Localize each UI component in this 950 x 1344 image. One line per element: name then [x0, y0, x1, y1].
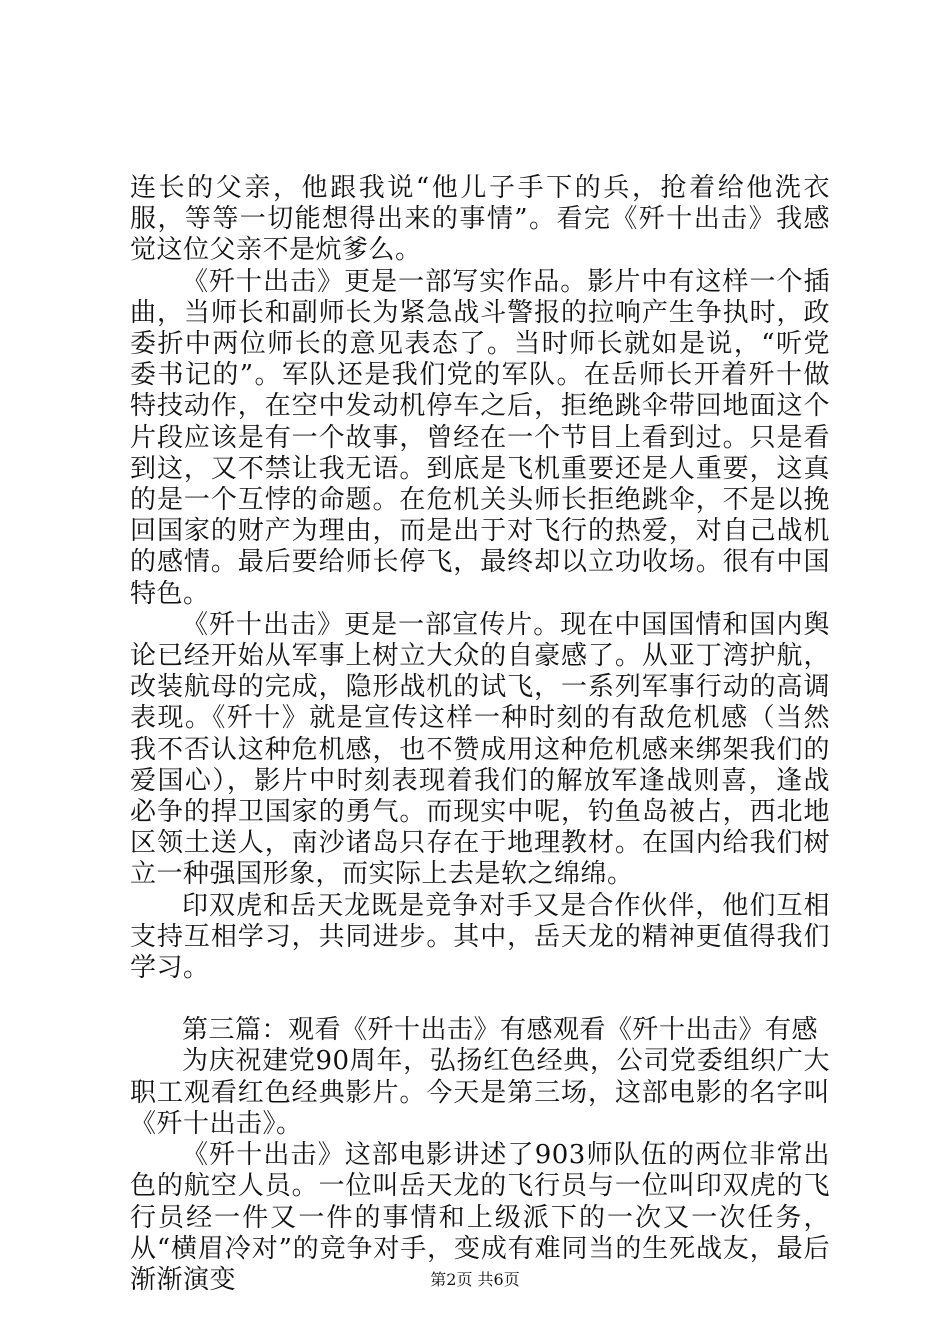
paragraph: 连长的父亲，他跟我说“他儿子手下的兵，抢着给他洗衣服，等等一切能想得出来的事情”。看完《歼十出击》我感觉这位父亲不是炕爹么。 [130, 173, 830, 266]
page-footer: 第2页 共6页 [430, 1270, 520, 1289]
paragraph: 《歼十出击》更是一部宣传片。现在中国国情和国内舆论已经开始从军事上树立大众的自豪感了。从亚丁湾护航，改装航母的完成，隐形战机的试飞，一系列军事行动的高调表现。《歼十》就是宣传这样一种时刻的有敌危机感（当然我不否认这种危机感，也不赞成用这种危机感来绑架我们的爱国心），影片中时刻表现着我们的解放军逢战则喜，逢战必争的捍卫国家的勇气。而现实中呢，钓鱼岛被占，西北地区领土送人，南沙诸岛只存在于地理教材。在国内给我们树立一种强国形象，而实际上去是软之绵绵。 [130, 609, 830, 890]
paragraph: 《歼十出击》这部电影讲述了903师队伍的两位非常出色的航空人员。一位叫岳天龙的飞行员与一位叫印双虎的飞行员经一件又一件的事情和上级派下的一次又一次任务，从“横眉冷对”的竞争对手，变成有难同当的生死战友，最后渐渐演变 [130, 1140, 830, 1295]
paragraph: 为庆祝建党90周年，弘扬红色经典，公司党委组织广大职工观看红色经典影片。今天是第三场，这部电影的名字叫《歼十出击》。 [130, 1046, 830, 1139]
section-three [130, 1046, 830, 1296]
section-two-continued [130, 173, 830, 984]
document-body [130, 173, 830, 1296]
section-spacer [130, 984, 830, 1015]
paragraph: 《歼十出击》更是一部写实作品。影片中有这样一个插曲，当师长和副师长为紧急战斗警报的拉响产生争执时，政委折中两位师长的意见表态了。当时师长就如是说，“听党委书记的”。军队还是我们党的军队。在岳师长开着歼十做特技动作，在空中发动机停车之后，拒绝跳伞带回地面这个片段应该是有一个故事，曾经在一个节目上看到过。只是看到这，又不禁让我无语。到底是飞机重要还是人重要，这真的是一个互悖的命题。在危机关头师长拒绝跳伞，不是以挽回国家的财产为理由，而是出于对飞行的热爱，对自己战机的感情。最后要给师长停飞，最终却以立功收场。很有中国特色。 [130, 266, 830, 609]
section-title: 第三篇：观看《歼十出击》有感观看《歼十出击》有感 [182, 1015, 819, 1046]
paragraph: 印双虎和岳天龙既是竞争对手又是合作伙伴，他们互相支持互相学习，共同进步。其中，岳天龙的精神更值得我们学习。 [130, 890, 830, 984]
